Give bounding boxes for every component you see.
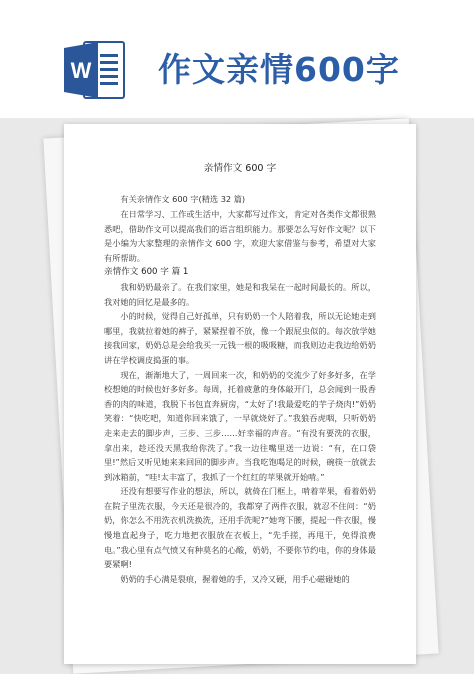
document-page bbox=[64, 124, 416, 664]
intro-paragraph: 在日常学习、工作或生活中，大家都写过作文，肯定对各类作文都很熟悉吧，借助作文可以提高我们的语言组织能力。那要怎么写好作文呢？以下是小编为大家整理的亲情作文 600 字，欢迎大家借鉴与参考，希望对大家有所帮助。 bbox=[104, 209, 376, 263]
body-paragraph: 我和奶奶最亲了。在我们家里，她是和我呆在一起时间最长的。所以，我对她的回忆是最多的。 bbox=[104, 281, 376, 307]
body-paragraph: 小的时候，觉得自己好孤单，只有奶奶一个人陪着我，所以无论她走到哪里，我就拉着她的裤子，紧紧捏着不放，像一个跟屁虫似的。每次放学她接我回家，奶奶总是会给我买一元钱一根的吸吸糖，而我则边走我边给奶奶讲在学校调皮捣蛋的事。 bbox=[104, 311, 376, 365]
body-paragraph: 还没有想要写作业的想法，所以，就倚在门框上，啃着苹果，看着奶奶在院子里洗衣服，今天还是很冷的，我都穿了两件衣服，就忍不住问：“奶奶，你怎么不用洗衣机洗换洗，还用手洗呢?”她弯下腰，提起一件衣服，慢慢地直起身子，吃力地把衣服放在衣板上，“先手搓，再甩干，免得浪费电。”我心里有点气愤又有种莫名的心酸，奶奶，不要你节约电，你的身体最要紧啊! bbox=[104, 486, 376, 570]
page-subtitle: 有关亲情作文 600 字(精选 32 篇) bbox=[120, 194, 246, 204]
svg-text:W: W bbox=[70, 58, 92, 83]
word-icon bbox=[64, 40, 126, 100]
document-title: 作文亲情600字 bbox=[158, 50, 400, 89]
title-banner bbox=[0, 0, 474, 118]
section-title: 亲情作文 600 字 篇 1 bbox=[104, 267, 189, 278]
body-paragraph: 奶奶的手心满是裂痕，握着她的手，又冷又硬，用手心磁碰她的 bbox=[120, 573, 350, 584]
body-paragraph: 现在，渐渐地大了，一周回来一次，和奶奶的交流少了好多好多，在学校想她的时候也好多好多。每周，托着疲惫的身体敲开门，总会闻到一股香香的肉的味道，我脱下书包直奔厨房，“太好了!我最爱吃的芋子烧肉!”奶奶笑着：“快吃吧，知道你回来饿了，一早就烧好了。”我狼吞虎咽，只听奶奶走来走去的脚步声，三步、三步……好幸福的声音。“有没有要洗的衣服，拿出来，趁还没天黑我给你洗了。”我一边往嘴里送一边说：“有，在口袋里!”然后又听见她来来回回的脚步声。当我吃饱喝足的时候，碗筷一放就去到冰箱前，“哇!太丰富了，我抓了一个红红的苹果就开始啃。” bbox=[104, 369, 376, 482]
page-heading: 亲情作文 600 字 bbox=[203, 163, 277, 174]
